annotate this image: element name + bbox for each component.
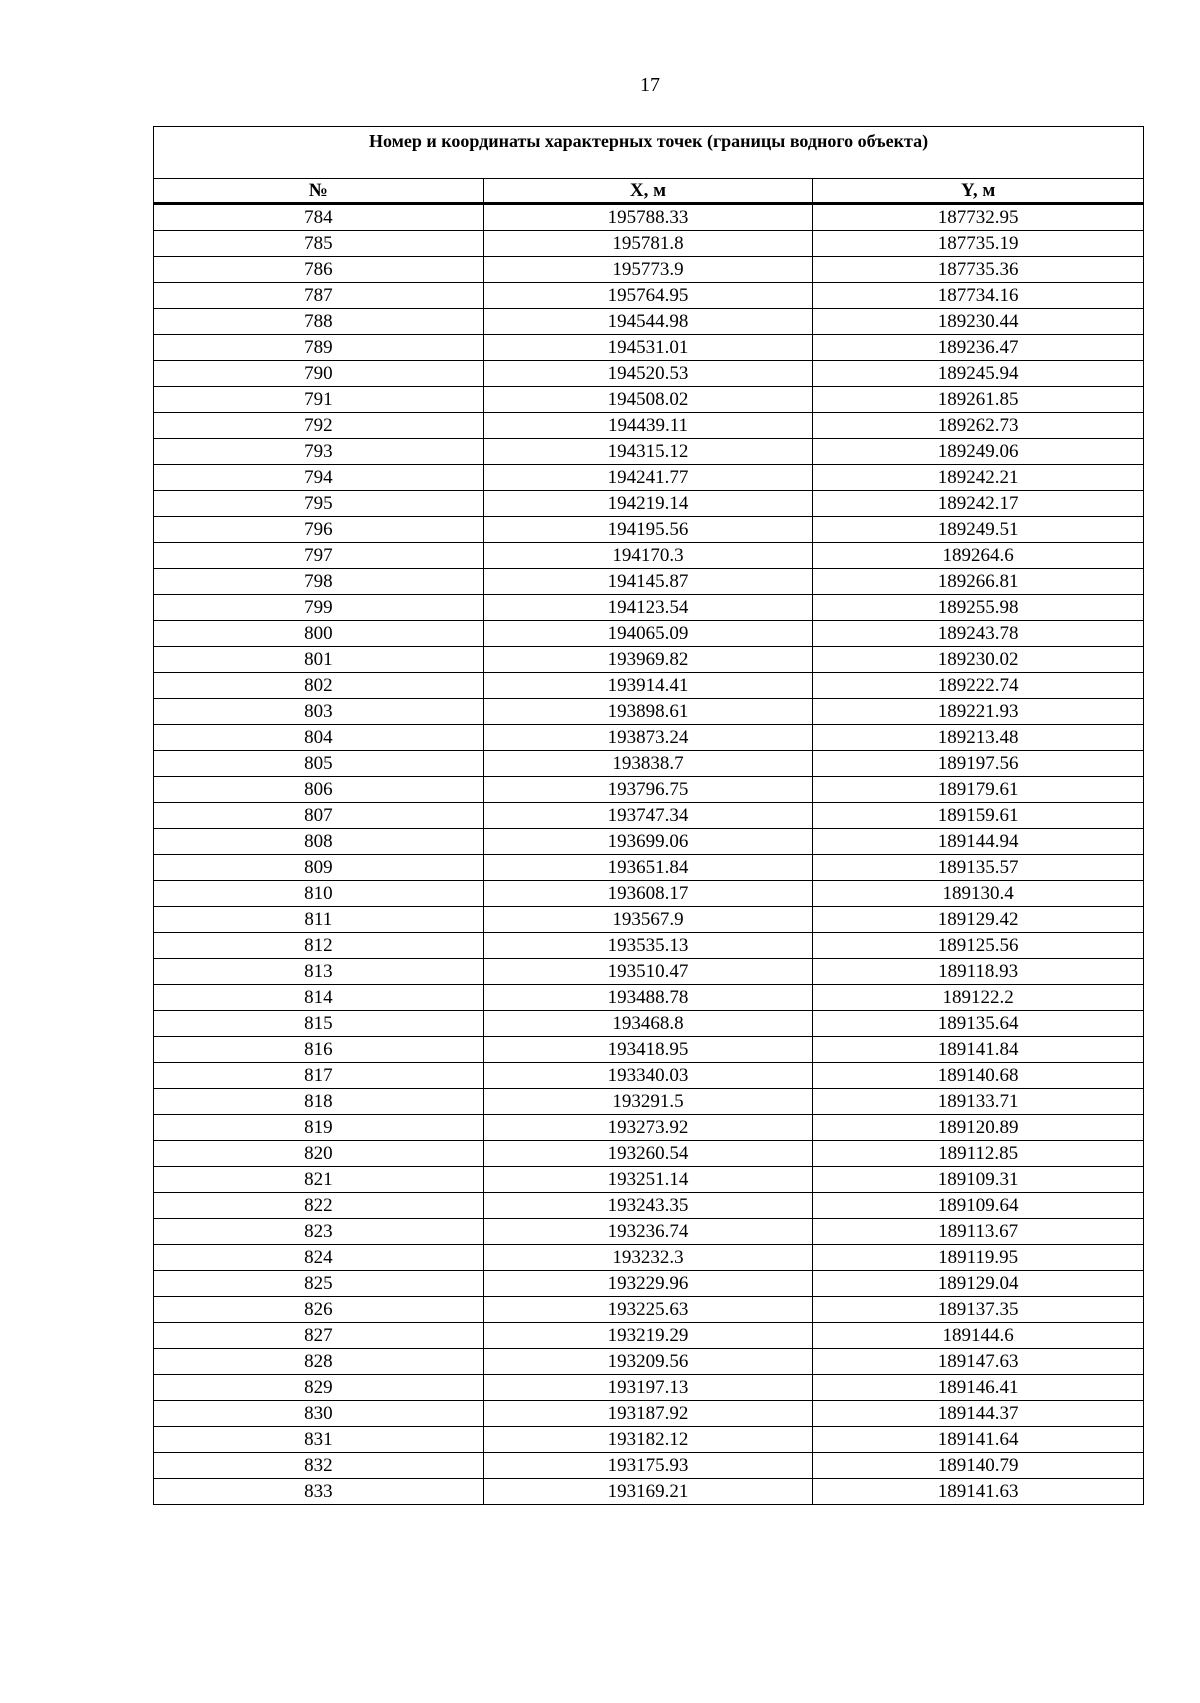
cell-y-coordinate: 189255.98 [813,595,1144,621]
cell-y-coordinate: 189266.81 [813,569,1144,595]
cell-y-coordinate: 189245.94 [813,361,1144,387]
table-row [154,621,1144,647]
cell-point-number: 804 [154,725,484,751]
cell-x-coordinate: 193225.63 [483,1297,813,1323]
cell-y-coordinate: 189141.84 [813,1037,1144,1063]
table-row [154,204,1144,231]
cell-point-number: 786 [154,257,484,283]
cell-x-coordinate: 193260.54 [483,1141,813,1167]
cell-x-coordinate: 194508.02 [483,387,813,413]
table-row [154,387,1144,413]
cell-y-coordinate: 189264.6 [813,543,1144,569]
cell-y-coordinate: 189249.51 [813,517,1144,543]
cell-x-coordinate: 193273.92 [483,1115,813,1141]
cell-y-coordinate: 189243.78 [813,621,1144,647]
cell-y-coordinate: 189109.64 [813,1193,1144,1219]
cell-y-coordinate: 189222.74 [813,673,1144,699]
cell-y-coordinate: 189262.73 [813,413,1144,439]
table-row [154,1349,1144,1375]
cell-point-number: 829 [154,1375,484,1401]
cell-x-coordinate: 193209.56 [483,1349,813,1375]
table-row [154,933,1144,959]
cell-x-coordinate: 193197.13 [483,1375,813,1401]
cell-point-number: 793 [154,439,484,465]
cell-y-coordinate: 189129.04 [813,1271,1144,1297]
cell-point-number: 811 [154,907,484,933]
cell-y-coordinate: 189140.79 [813,1453,1144,1479]
cell-y-coordinate: 189146.41 [813,1375,1144,1401]
cell-point-number: 828 [154,1349,484,1375]
cell-point-number: 795 [154,491,484,517]
cell-x-coordinate: 195788.33 [483,204,813,231]
cell-x-coordinate: 193510.47 [483,959,813,985]
page-number: 17 [640,74,660,96]
table-row [154,439,1144,465]
table-row [154,309,1144,335]
table-row [154,1427,1144,1453]
cell-point-number: 815 [154,1011,484,1037]
table-row [154,491,1144,517]
cell-x-coordinate: 194315.12 [483,439,813,465]
cell-point-number: 784 [154,204,484,231]
cell-y-coordinate: 189141.64 [813,1427,1144,1453]
cell-x-coordinate: 194531.01 [483,335,813,361]
table-row [154,1401,1144,1427]
cell-point-number: 799 [154,595,484,621]
table-row [154,1141,1144,1167]
table-row [154,1063,1144,1089]
table-row [154,1453,1144,1479]
cell-y-coordinate: 189119.95 [813,1245,1144,1271]
table-row [154,1245,1144,1271]
cell-point-number: 814 [154,985,484,1011]
cell-x-coordinate: 193747.34 [483,803,813,829]
cell-x-coordinate: 193169.21 [483,1479,813,1505]
cell-y-coordinate: 189242.17 [813,491,1144,517]
cell-y-coordinate: 189130.4 [813,881,1144,907]
cell-x-coordinate: 193898.61 [483,699,813,725]
cell-point-number: 831 [154,1427,484,1453]
table-row [154,1323,1144,1349]
cell-y-coordinate: 189122.2 [813,985,1144,1011]
table-caption-row [154,127,1144,179]
cell-y-coordinate: 189197.56 [813,751,1144,777]
cell-point-number: 797 [154,543,484,569]
table-row [154,1115,1144,1141]
cell-point-number: 827 [154,1323,484,1349]
cell-x-coordinate: 193229.96 [483,1271,813,1297]
table-row [154,1167,1144,1193]
cell-point-number: 805 [154,751,484,777]
cell-x-coordinate: 194544.98 [483,309,813,335]
cell-x-coordinate: 193236.74 [483,1219,813,1245]
table-row [154,413,1144,439]
table-row [154,517,1144,543]
table-row [154,257,1144,283]
cell-y-coordinate: 189236.47 [813,335,1144,361]
cell-x-coordinate: 194065.09 [483,621,813,647]
cell-point-number: 791 [154,387,484,413]
table-caption: Номер и координаты характерных точек (границы водного объекта) [154,127,1144,179]
cell-point-number: 802 [154,673,484,699]
coordinates-table [153,126,1144,1505]
cell-x-coordinate: 193340.03 [483,1063,813,1089]
cell-y-coordinate: 189242.21 [813,465,1144,491]
table-row [154,1089,1144,1115]
cell-y-coordinate: 187735.19 [813,231,1144,257]
table-body [154,204,1144,1505]
cell-x-coordinate: 193182.12 [483,1427,813,1453]
cell-x-coordinate: 193187.92 [483,1401,813,1427]
cell-y-coordinate: 189144.6 [813,1323,1144,1349]
table-row [154,959,1144,985]
cell-x-coordinate: 195773.9 [483,257,813,283]
cell-point-number: 818 [154,1089,484,1115]
cell-y-coordinate: 189140.68 [813,1063,1144,1089]
cell-y-coordinate: 189144.94 [813,829,1144,855]
cell-point-number: 798 [154,569,484,595]
cell-y-coordinate: 189179.61 [813,777,1144,803]
cell-point-number: 790 [154,361,484,387]
cell-point-number: 801 [154,647,484,673]
cell-point-number: 816 [154,1037,484,1063]
cell-point-number: 812 [154,933,484,959]
table-row [154,1479,1144,1505]
table-row [154,699,1144,725]
cell-x-coordinate: 194439.11 [483,413,813,439]
table-row [154,985,1144,1011]
cell-x-coordinate: 193175.93 [483,1453,813,1479]
cell-point-number: 817 [154,1063,484,1089]
column-header-number: № [154,179,484,204]
cell-x-coordinate: 193535.13 [483,933,813,959]
cell-y-coordinate: 189109.31 [813,1167,1144,1193]
cell-x-coordinate: 193232.3 [483,1245,813,1271]
table-row [154,335,1144,361]
cell-y-coordinate: 187732.95 [813,204,1144,231]
cell-y-coordinate: 189147.63 [813,1349,1144,1375]
cell-x-coordinate: 194123.54 [483,595,813,621]
cell-y-coordinate: 189118.93 [813,959,1144,985]
cell-x-coordinate: 195781.8 [483,231,813,257]
cell-point-number: 806 [154,777,484,803]
cell-point-number: 822 [154,1193,484,1219]
cell-point-number: 830 [154,1401,484,1427]
table-row [154,1037,1144,1063]
table-row [154,777,1144,803]
cell-x-coordinate: 193914.41 [483,673,813,699]
cell-point-number: 824 [154,1245,484,1271]
table-row [154,465,1144,491]
cell-point-number: 825 [154,1271,484,1297]
cell-y-coordinate: 189141.63 [813,1479,1144,1505]
cell-x-coordinate: 193219.29 [483,1323,813,1349]
cell-point-number: 785 [154,231,484,257]
cell-x-coordinate: 193291.5 [483,1089,813,1115]
table-row [154,881,1144,907]
cell-x-coordinate: 193243.35 [483,1193,813,1219]
cell-point-number: 787 [154,283,484,309]
cell-point-number: 819 [154,1115,484,1141]
cell-point-number: 820 [154,1141,484,1167]
cell-x-coordinate: 193251.14 [483,1167,813,1193]
cell-y-coordinate: 189144.37 [813,1401,1144,1427]
cell-x-coordinate: 193796.75 [483,777,813,803]
cell-point-number: 832 [154,1453,484,1479]
cell-y-coordinate: 189230.02 [813,647,1144,673]
table-row [154,855,1144,881]
cell-x-coordinate: 193651.84 [483,855,813,881]
cell-point-number: 821 [154,1167,484,1193]
cell-point-number: 803 [154,699,484,725]
table-row [154,231,1144,257]
table-row [154,647,1144,673]
cell-y-coordinate: 187734.16 [813,283,1144,309]
table-row [154,361,1144,387]
cell-point-number: 809 [154,855,484,881]
cell-y-coordinate: 189230.44 [813,309,1144,335]
cell-x-coordinate: 193567.9 [483,907,813,933]
cell-point-number: 813 [154,959,484,985]
coordinates-table-container [153,126,1144,1505]
cell-x-coordinate: 193488.78 [483,985,813,1011]
cell-point-number: 810 [154,881,484,907]
cell-point-number: 808 [154,829,484,855]
table-row [154,803,1144,829]
table-row [154,1219,1144,1245]
cell-x-coordinate: 194520.53 [483,361,813,387]
table-row [154,1011,1144,1037]
cell-y-coordinate: 189137.35 [813,1297,1144,1323]
table-row [154,829,1144,855]
cell-point-number: 833 [154,1479,484,1505]
cell-point-number: 800 [154,621,484,647]
cell-x-coordinate: 193838.7 [483,751,813,777]
cell-y-coordinate: 189261.85 [813,387,1144,413]
table-row [154,1271,1144,1297]
cell-x-coordinate: 194219.14 [483,491,813,517]
cell-y-coordinate: 189120.89 [813,1115,1144,1141]
cell-y-coordinate: 189213.48 [813,725,1144,751]
cell-x-coordinate: 194195.56 [483,517,813,543]
table-row [154,595,1144,621]
cell-x-coordinate: 194145.87 [483,569,813,595]
cell-y-coordinate: 189159.61 [813,803,1144,829]
table-row [154,1375,1144,1401]
table-row [154,673,1144,699]
table-header-row [154,179,1144,204]
cell-x-coordinate: 193873.24 [483,725,813,751]
cell-x-coordinate: 193418.95 [483,1037,813,1063]
table-row [154,725,1144,751]
table-row [154,543,1144,569]
cell-y-coordinate: 189113.67 [813,1219,1144,1245]
cell-y-coordinate: 189221.93 [813,699,1144,725]
cell-point-number: 794 [154,465,484,491]
cell-x-coordinate: 193608.17 [483,881,813,907]
table-row [154,751,1144,777]
cell-y-coordinate: 189135.64 [813,1011,1144,1037]
cell-y-coordinate: 189133.71 [813,1089,1144,1115]
cell-y-coordinate: 189112.85 [813,1141,1144,1167]
cell-y-coordinate: 189129.42 [813,907,1144,933]
cell-y-coordinate: 189125.56 [813,933,1144,959]
table-row [154,1297,1144,1323]
cell-x-coordinate: 194170.3 [483,543,813,569]
column-header-x: X, м [483,179,813,204]
cell-x-coordinate: 194241.77 [483,465,813,491]
table-row [154,283,1144,309]
cell-point-number: 789 [154,335,484,361]
cell-point-number: 823 [154,1219,484,1245]
table-row [154,907,1144,933]
cell-x-coordinate: 195764.95 [483,283,813,309]
cell-point-number: 796 [154,517,484,543]
column-header-y: Y, м [813,179,1144,204]
cell-point-number: 807 [154,803,484,829]
table-row [154,1193,1144,1219]
cell-y-coordinate: 189135.57 [813,855,1144,881]
cell-x-coordinate: 193699.06 [483,829,813,855]
cell-y-coordinate: 189249.06 [813,439,1144,465]
cell-point-number: 826 [154,1297,484,1323]
cell-x-coordinate: 193969.82 [483,647,813,673]
cell-y-coordinate: 187735.36 [813,257,1144,283]
table-row [154,569,1144,595]
cell-point-number: 792 [154,413,484,439]
cell-point-number: 788 [154,309,484,335]
cell-x-coordinate: 193468.8 [483,1011,813,1037]
